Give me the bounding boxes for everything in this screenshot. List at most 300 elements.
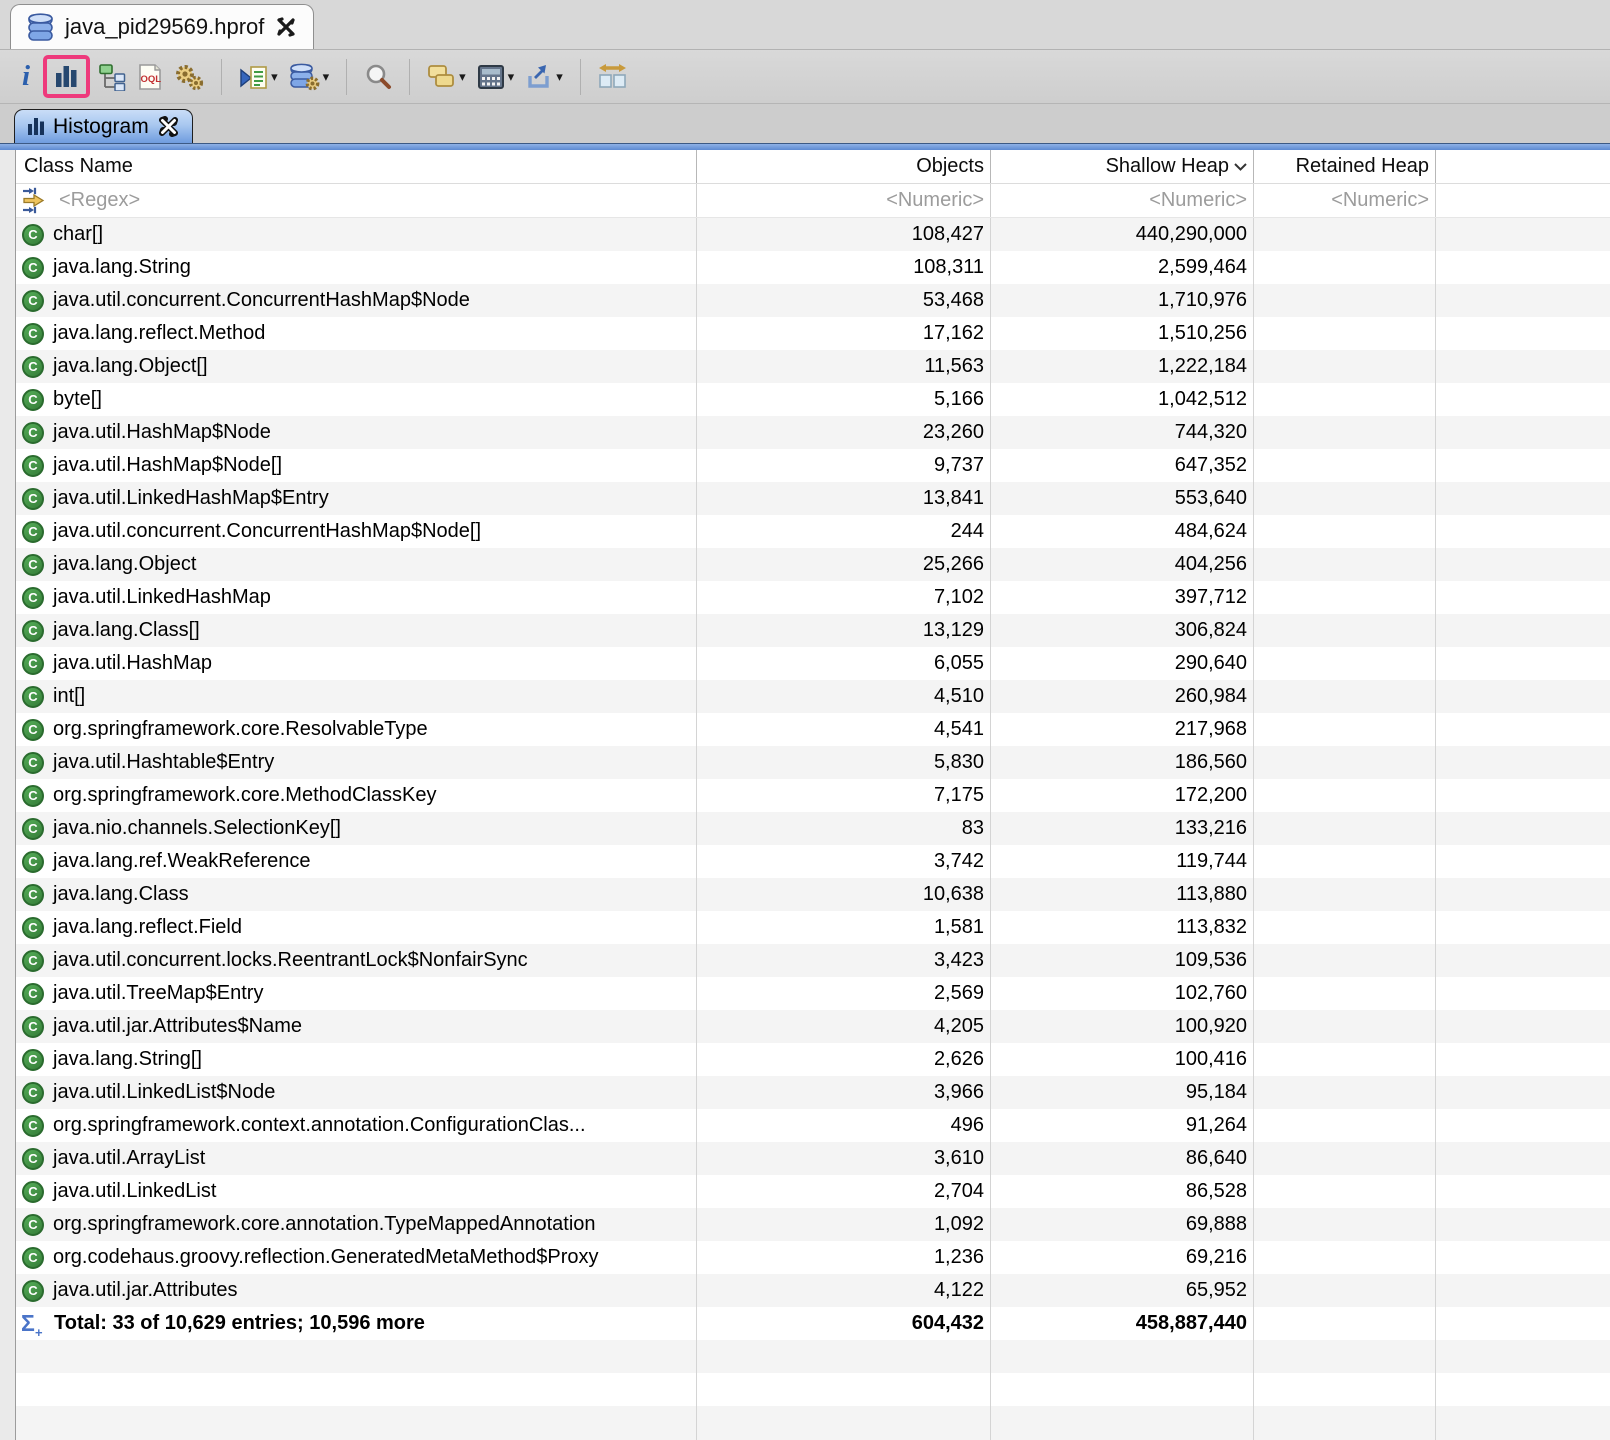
header-class-name[interactable] bbox=[16, 150, 697, 183]
class-name: java.util.Hashtable$Entry bbox=[53, 751, 275, 773]
compare-icon bbox=[598, 63, 627, 90]
shallow-heap-filter-input[interactable] bbox=[991, 184, 1254, 217]
shallow-heap-value: 2,599,464 bbox=[991, 251, 1254, 284]
regex-filter-input[interactable] bbox=[16, 184, 697, 217]
info-button[interactable] bbox=[16, 60, 36, 93]
class-name: java.lang.reflect.Field bbox=[53, 916, 242, 938]
shallow-heap-value: 484,624 bbox=[991, 515, 1254, 548]
retained-heap-value bbox=[1254, 1274, 1436, 1307]
objects-value: 1,092 bbox=[697, 1208, 991, 1241]
objects-value: 108,427 bbox=[697, 218, 991, 251]
class-icon: C bbox=[22, 224, 44, 246]
class-name: org.codehaus.groovy.reflection.GeneratedMetaMethod$Proxy bbox=[53, 1246, 599, 1268]
heap-dump-actions-button[interactable] bbox=[287, 60, 332, 93]
retained-heap-value bbox=[1254, 548, 1436, 581]
shallow-heap-value: 102,760 bbox=[991, 977, 1254, 1010]
oql-button[interactable] bbox=[135, 61, 165, 93]
row-filler bbox=[1436, 482, 1610, 515]
class-icon: C bbox=[22, 356, 44, 378]
retained-heap-value bbox=[1254, 878, 1436, 911]
export-button[interactable] bbox=[523, 61, 565, 92]
retained-heap-value bbox=[1254, 416, 1436, 449]
class-name: org.springframework.core.ResolvableType bbox=[53, 718, 428, 740]
shallow-heap-value: 260,984 bbox=[991, 680, 1254, 713]
objects-value: 2,704 bbox=[697, 1175, 991, 1208]
table-row[interactable] bbox=[16, 779, 1610, 812]
class-name: char[] bbox=[53, 223, 104, 245]
dropdown-caret-icon[interactable]: ▾ bbox=[556, 69, 563, 84]
table-row[interactable] bbox=[16, 482, 1610, 515]
retained-heap-value bbox=[1254, 251, 1436, 284]
class-icon: C bbox=[22, 1181, 44, 1203]
view-tab-bar bbox=[0, 104, 1610, 150]
objects-value: 13,129 bbox=[697, 614, 991, 647]
shallow-heap-value: 95,184 bbox=[991, 1076, 1254, 1109]
info-icon: i bbox=[22, 60, 31, 92]
header-class-name-label: Class Name bbox=[24, 155, 133, 177]
shallow-heap-value: 186,560 bbox=[991, 746, 1254, 779]
shallow-heap-value: 69,216 bbox=[991, 1241, 1254, 1274]
class-icon: C bbox=[22, 686, 44, 708]
row-filler bbox=[1436, 317, 1610, 350]
shallow-heap-value: 100,416 bbox=[991, 1043, 1254, 1076]
run-report-button[interactable] bbox=[237, 61, 280, 93]
class-icon: C bbox=[22, 1247, 44, 1269]
class-name: java.lang.ref.WeakReference bbox=[53, 850, 311, 872]
objects-value: 3,610 bbox=[697, 1142, 991, 1175]
objects-value: 53,468 bbox=[697, 284, 991, 317]
row-filler bbox=[1436, 218, 1610, 251]
search-icon bbox=[364, 63, 392, 91]
table-row[interactable] bbox=[16, 878, 1610, 911]
editor-tab-heapdump[interactable] bbox=[10, 4, 314, 49]
objects-value: 7,102 bbox=[697, 581, 991, 614]
row-filler bbox=[1436, 944, 1610, 977]
class-icon: C bbox=[22, 488, 44, 510]
table-row[interactable] bbox=[16, 1043, 1610, 1076]
header-shallow-heap[interactable] bbox=[991, 150, 1254, 183]
view-left-gutter bbox=[0, 150, 16, 1440]
retained-heap-value bbox=[1254, 515, 1436, 548]
export-icon bbox=[525, 63, 553, 90]
row-filler bbox=[1436, 515, 1610, 548]
sigma-total-icon bbox=[20, 1310, 44, 1338]
retained-heap-value bbox=[1254, 1175, 1436, 1208]
class-icon: C bbox=[22, 554, 44, 576]
row-filler bbox=[1436, 1175, 1610, 1208]
objects-value: 25,266 bbox=[697, 548, 991, 581]
class-name: org.springframework.context.annotation.ConfigurationClas... bbox=[53, 1114, 586, 1136]
dominator-tree-icon bbox=[99, 63, 126, 91]
svg-text:Σ: Σ bbox=[21, 1309, 35, 1336]
table-row[interactable] bbox=[16, 1175, 1610, 1208]
class-icon: C bbox=[22, 389, 44, 411]
row-filler bbox=[1436, 1043, 1610, 1076]
row-filler bbox=[1436, 548, 1610, 581]
class-icon: C bbox=[22, 1115, 44, 1137]
table-row[interactable] bbox=[16, 350, 1610, 383]
retained-heap-value bbox=[1254, 383, 1436, 416]
class-icon: C bbox=[22, 1082, 44, 1104]
filter-row bbox=[16, 184, 1610, 218]
class-icon: C bbox=[22, 422, 44, 444]
toolbar-separator bbox=[580, 59, 581, 95]
shallow-heap-value: 86,640 bbox=[991, 1142, 1254, 1175]
class-name: org.springframework.core.annotation.TypeMappedAnnotation bbox=[53, 1213, 596, 1235]
class-icon: C bbox=[22, 1016, 44, 1038]
row-filler bbox=[1436, 1241, 1610, 1274]
class-name: java.util.LinkedHashMap bbox=[53, 586, 271, 608]
table-row[interactable] bbox=[16, 713, 1610, 746]
table-row[interactable] bbox=[16, 845, 1610, 878]
objects-value: 108,311 bbox=[697, 251, 991, 284]
class-icon: C bbox=[22, 917, 44, 939]
table-row[interactable] bbox=[16, 251, 1610, 284]
editor-tab-bar bbox=[0, 0, 1610, 50]
class-name: java.util.HashMap$Node bbox=[53, 421, 271, 443]
shallow-heap-value: 290,640 bbox=[991, 647, 1254, 680]
retained-heap-value bbox=[1254, 1142, 1436, 1175]
objects-value: 83 bbox=[697, 812, 991, 845]
objects-value: 7,175 bbox=[697, 779, 991, 812]
header-objects-label: Objects bbox=[916, 155, 984, 177]
table-row[interactable] bbox=[16, 218, 1610, 251]
objects-value: 4,122 bbox=[697, 1274, 991, 1307]
gears-icon bbox=[174, 63, 204, 91]
class-icon: C bbox=[22, 653, 44, 675]
group-by-button[interactable] bbox=[425, 62, 468, 92]
objects-value: 244 bbox=[697, 515, 991, 548]
search-button[interactable] bbox=[362, 61, 394, 93]
objects-value: 5,830 bbox=[697, 746, 991, 779]
total-label: Total: 33 of 10,629 entries; 10,596 more bbox=[54, 1312, 425, 1334]
class-icon: C bbox=[22, 950, 44, 972]
table-row[interactable] bbox=[16, 911, 1610, 944]
class-name: java.lang.Class[] bbox=[53, 619, 200, 641]
objects-value: 6,055 bbox=[697, 647, 991, 680]
retained-heap-value bbox=[1254, 746, 1436, 779]
shallow-heap-value: 133,216 bbox=[991, 812, 1254, 845]
retained-heap-value bbox=[1254, 218, 1436, 251]
header-retained-heap-label: Retained Heap bbox=[1295, 155, 1429, 177]
total-retained-heap bbox=[1254, 1307, 1436, 1340]
header-retained-heap[interactable] bbox=[1254, 150, 1436, 183]
svg-text:+: + bbox=[35, 1324, 43, 1338]
retained-heap-value bbox=[1254, 713, 1436, 746]
objects-value: 4,510 bbox=[697, 680, 991, 713]
table-row[interactable] bbox=[16, 944, 1610, 977]
shallow-heap-value: 1,042,512 bbox=[991, 383, 1254, 416]
histogram-icon bbox=[53, 63, 80, 90]
run-report-icon bbox=[239, 63, 268, 91]
header-shallow-heap-label: Shallow Heap bbox=[1105, 155, 1229, 177]
table-row[interactable] bbox=[16, 581, 1610, 614]
empty-row bbox=[16, 1406, 1610, 1440]
row-filler bbox=[1436, 812, 1610, 845]
class-icon: C bbox=[22, 719, 44, 741]
shallow-heap-value: 306,824 bbox=[991, 614, 1254, 647]
heap-dump-icon bbox=[27, 12, 54, 43]
table-row[interactable] bbox=[16, 614, 1610, 647]
objects-value: 1,236 bbox=[697, 1241, 991, 1274]
class-name: java.lang.reflect.Method bbox=[53, 322, 266, 344]
dropdown-caret-icon[interactable]: ▾ bbox=[459, 69, 466, 84]
objects-value: 13,841 bbox=[697, 482, 991, 515]
editor-tab-close-icon[interactable] bbox=[275, 16, 297, 38]
numeric-filter-placeholder: <Numeric> bbox=[1149, 189, 1247, 211]
table-row[interactable] bbox=[16, 746, 1610, 779]
objects-value: 496 bbox=[697, 1109, 991, 1142]
class-icon: C bbox=[22, 1280, 44, 1302]
shallow-heap-value: 440,290,000 bbox=[991, 218, 1254, 251]
class-name: java.lang.String bbox=[53, 256, 191, 278]
class-icon: C bbox=[22, 290, 44, 312]
filter-icon bbox=[22, 187, 48, 214]
row-filler bbox=[1436, 284, 1610, 317]
objects-value: 10,638 bbox=[697, 878, 991, 911]
class-name: java.lang.Class bbox=[53, 883, 189, 905]
class-name: java.util.jar.Attributes bbox=[53, 1279, 238, 1301]
objects-value: 3,966 bbox=[697, 1076, 991, 1109]
retained-heap-value bbox=[1254, 1241, 1436, 1274]
class-icon: C bbox=[22, 455, 44, 477]
row-filler bbox=[1436, 416, 1610, 449]
row-filler bbox=[1436, 713, 1610, 746]
shallow-heap-value: 109,536 bbox=[991, 944, 1254, 977]
editor-tab-title: java_pid29569.hprof bbox=[65, 14, 265, 39]
class-icon: C bbox=[22, 257, 44, 279]
objects-value: 1,581 bbox=[697, 911, 991, 944]
class-icon: C bbox=[22, 785, 44, 807]
row-filler bbox=[1436, 614, 1610, 647]
shallow-heap-value: 86,528 bbox=[991, 1175, 1254, 1208]
retained-heap-value bbox=[1254, 284, 1436, 317]
filter-filler bbox=[1436, 184, 1610, 217]
row-filler bbox=[1436, 680, 1610, 713]
retained-heap-value bbox=[1254, 944, 1436, 977]
customize-button[interactable] bbox=[172, 61, 206, 93]
table-row[interactable] bbox=[16, 1076, 1610, 1109]
shallow-heap-value: 100,920 bbox=[991, 1010, 1254, 1043]
shallow-heap-value: 744,320 bbox=[991, 416, 1254, 449]
shallow-heap-value: 217,968 bbox=[991, 713, 1254, 746]
total-shallow-heap: 458,887,440 bbox=[991, 1307, 1254, 1340]
class-name: java.util.LinkedList bbox=[53, 1180, 217, 1202]
shallow-heap-value: 1,710,976 bbox=[991, 284, 1254, 317]
shallow-heap-value: 553,640 bbox=[991, 482, 1254, 515]
class-icon: C bbox=[22, 1148, 44, 1170]
class-name: java.nio.channels.SelectionKey[] bbox=[53, 817, 341, 839]
objects-value: 9,737 bbox=[697, 449, 991, 482]
class-icon: C bbox=[22, 587, 44, 609]
objects-value: 2,626 bbox=[697, 1043, 991, 1076]
toolbar-separator bbox=[409, 59, 410, 95]
table-row[interactable] bbox=[16, 812, 1610, 845]
objects-filter-input[interactable] bbox=[697, 184, 991, 217]
retained-heap-value bbox=[1254, 680, 1436, 713]
row-filler bbox=[1436, 977, 1610, 1010]
table-row[interactable] bbox=[16, 284, 1610, 317]
class-name: java.util.concurrent.ConcurrentHashMap$Node bbox=[53, 289, 470, 311]
row-filler bbox=[1436, 251, 1610, 284]
class-name: int[] bbox=[53, 685, 86, 707]
table-row[interactable] bbox=[16, 680, 1610, 713]
objects-value: 11,563 bbox=[697, 350, 991, 383]
table-row[interactable] bbox=[16, 416, 1610, 449]
group-by-icon bbox=[427, 64, 456, 90]
row-filler bbox=[1436, 746, 1610, 779]
row-filler bbox=[1436, 449, 1610, 482]
shallow-heap-value: 1,222,184 bbox=[991, 350, 1254, 383]
row-filler bbox=[1436, 1109, 1610, 1142]
numeric-filter-placeholder: <Numeric> bbox=[886, 189, 984, 211]
class-name: java.lang.Object[] bbox=[53, 355, 208, 377]
sort-descending-icon bbox=[1234, 162, 1247, 171]
retained-heap-value bbox=[1254, 350, 1436, 383]
shallow-heap-value: 119,744 bbox=[991, 845, 1254, 878]
table-row[interactable] bbox=[16, 317, 1610, 350]
calculator-icon bbox=[477, 64, 505, 90]
objects-value: 2,569 bbox=[697, 977, 991, 1010]
table-row[interactable] bbox=[16, 1241, 1610, 1274]
shallow-heap-value: 69,888 bbox=[991, 1208, 1254, 1241]
retained-heap-value bbox=[1254, 647, 1436, 680]
compare-button[interactable] bbox=[596, 61, 629, 92]
retained-heap-value bbox=[1254, 317, 1436, 350]
toolbar-separator bbox=[346, 59, 347, 95]
class-icon: C bbox=[22, 851, 44, 873]
table-rows bbox=[16, 218, 1610, 1307]
row-filler bbox=[1436, 383, 1610, 416]
table-row[interactable] bbox=[16, 449, 1610, 482]
retained-heap-value bbox=[1254, 779, 1436, 812]
class-name: java.util.jar.Attributes$Name bbox=[53, 1015, 303, 1037]
dropdown-caret-icon[interactable]: ▾ bbox=[271, 69, 278, 84]
empty-row bbox=[16, 1340, 1610, 1373]
dropdown-caret-icon[interactable]: ▾ bbox=[507, 69, 515, 84]
objects-value: 5,166 bbox=[697, 383, 991, 416]
shallow-heap-value: 647,352 bbox=[991, 449, 1254, 482]
retained-heap-value bbox=[1254, 1208, 1436, 1241]
regex-filter-placeholder: <Regex> bbox=[59, 189, 141, 211]
objects-value: 4,541 bbox=[697, 713, 991, 746]
objects-value: 4,205 bbox=[697, 1010, 991, 1043]
table-row[interactable] bbox=[16, 647, 1610, 680]
retained-heap-value bbox=[1254, 1043, 1436, 1076]
table-row[interactable] bbox=[16, 1109, 1610, 1142]
row-filler bbox=[1436, 878, 1610, 911]
total-row[interactable] bbox=[16, 1307, 1610, 1340]
shallow-heap-value: 113,832 bbox=[991, 911, 1254, 944]
shallow-heap-value: 91,264 bbox=[991, 1109, 1254, 1142]
row-filler bbox=[1436, 1076, 1610, 1109]
class-name: org.springframework.core.MethodClassKey bbox=[53, 784, 437, 806]
dropdown-caret-icon[interactable]: ▾ bbox=[322, 69, 330, 84]
row-filler bbox=[1436, 350, 1610, 383]
table-row[interactable] bbox=[16, 383, 1610, 416]
class-icon: C bbox=[22, 1214, 44, 1236]
retained-heap-value bbox=[1254, 449, 1436, 482]
class-icon: C bbox=[22, 752, 44, 774]
view-tab-close-icon[interactable] bbox=[158, 116, 179, 137]
retained-heap-value bbox=[1254, 911, 1436, 944]
class-name: java.util.HashMap$Node[] bbox=[53, 454, 283, 476]
class-name: java.lang.Object bbox=[53, 553, 197, 575]
svg-text:OQL: OQL bbox=[140, 73, 162, 85]
header-objects[interactable] bbox=[697, 150, 991, 183]
retained-heap-value bbox=[1254, 482, 1436, 515]
class-name: java.util.concurrent.locks.ReentrantLock$NonfairSync bbox=[53, 949, 528, 971]
table-row[interactable] bbox=[16, 1142, 1610, 1175]
table-row[interactable] bbox=[16, 1274, 1610, 1307]
total-objects: 604,432 bbox=[697, 1307, 991, 1340]
retained-heap-value bbox=[1254, 812, 1436, 845]
dominator-tree-button[interactable] bbox=[97, 61, 128, 93]
row-filler bbox=[1436, 647, 1610, 680]
shallow-heap-value: 1,510,256 bbox=[991, 317, 1254, 350]
shallow-heap-value: 404,256 bbox=[991, 548, 1254, 581]
histogram-highlight-box bbox=[43, 55, 90, 98]
row-filler bbox=[1436, 1208, 1610, 1241]
class-icon: C bbox=[22, 818, 44, 840]
retained-heap-value bbox=[1254, 1010, 1436, 1043]
retained-heap-value bbox=[1254, 1076, 1436, 1109]
table-row[interactable] bbox=[16, 548, 1610, 581]
objects-value: 3,742 bbox=[697, 845, 991, 878]
table-row[interactable] bbox=[16, 515, 1610, 548]
view-tab-label: Histogram bbox=[53, 114, 149, 138]
row-filler bbox=[1436, 845, 1610, 878]
row-filler bbox=[1436, 581, 1610, 614]
class-name: java.util.TreeMap$Entry bbox=[53, 982, 264, 1004]
class-name: java.util.LinkedList$Node bbox=[53, 1081, 276, 1103]
class-icon: C bbox=[22, 620, 44, 642]
histogram-button[interactable] bbox=[51, 61, 82, 92]
table-row[interactable] bbox=[16, 977, 1610, 1010]
retained-heap-value bbox=[1254, 581, 1436, 614]
shallow-heap-value: 172,200 bbox=[991, 779, 1254, 812]
class-name: java.util.concurrent.ConcurrentHashMap$Node[] bbox=[53, 520, 481, 542]
row-filler bbox=[1436, 1142, 1610, 1175]
retained-heap-value bbox=[1254, 977, 1436, 1010]
numeric-filter-placeholder: <Numeric> bbox=[1331, 189, 1429, 211]
shallow-heap-value: 65,952 bbox=[991, 1274, 1254, 1307]
calculator-button[interactable] bbox=[475, 62, 517, 92]
row-filler bbox=[1436, 1010, 1610, 1043]
table-header-row bbox=[16, 150, 1610, 184]
toolbar-separator bbox=[221, 59, 222, 95]
class-icon: C bbox=[22, 1049, 44, 1071]
tab-histogram[interactable] bbox=[14, 109, 193, 143]
class-name: java.lang.String[] bbox=[53, 1048, 202, 1070]
database-gear-icon bbox=[289, 62, 320, 91]
oql-icon bbox=[137, 63, 163, 91]
class-name: java.util.ArrayList bbox=[53, 1147, 206, 1169]
row-filler bbox=[1436, 1274, 1610, 1307]
retained-heap-value bbox=[1254, 845, 1436, 878]
histogram-table bbox=[16, 150, 1610, 1440]
header-filler bbox=[1436, 150, 1610, 183]
table-row[interactable] bbox=[16, 1208, 1610, 1241]
objects-value: 17,162 bbox=[697, 317, 991, 350]
table-row[interactable] bbox=[16, 1010, 1610, 1043]
objects-value: 3,423 bbox=[697, 944, 991, 977]
class-icon: C bbox=[22, 323, 44, 345]
retained-heap-value bbox=[1254, 614, 1436, 647]
main-toolbar bbox=[0, 50, 1610, 104]
retained-heap-filter-input[interactable] bbox=[1254, 184, 1436, 217]
class-icon: C bbox=[22, 884, 44, 906]
